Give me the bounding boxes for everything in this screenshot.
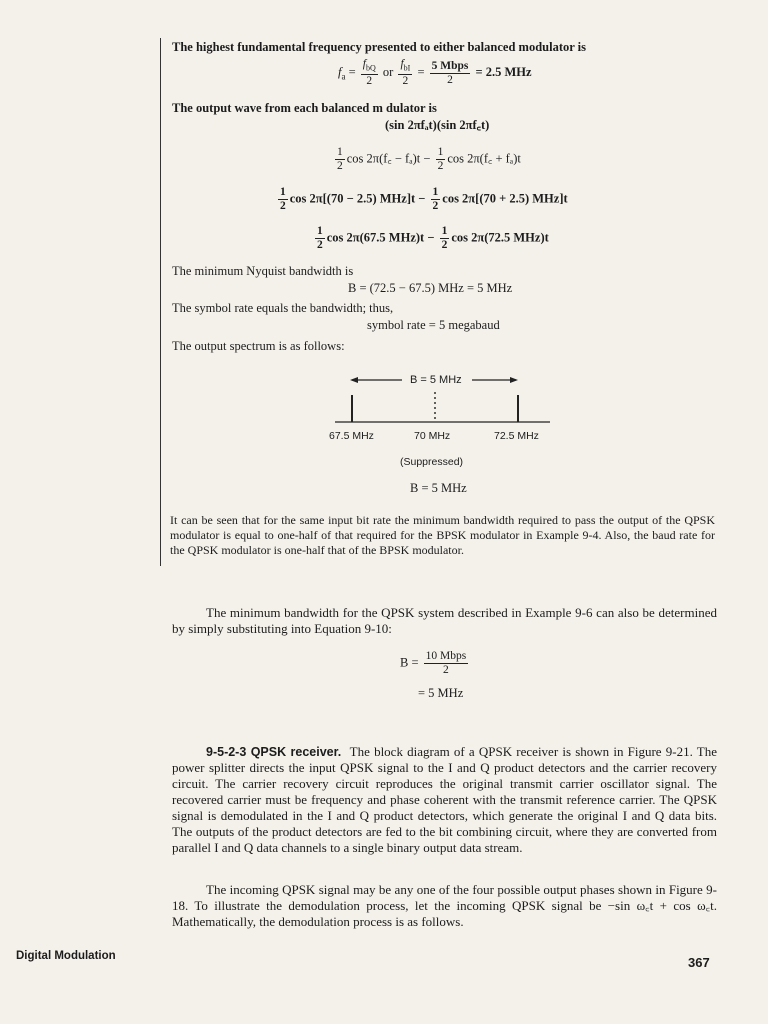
- arrowhead-left-icon: [350, 377, 358, 383]
- expansion-line-1: $\frac{1}{2}$ cos 2π(f꜀ − fₐ)t − $\frac{1}{2}$ cos 2π(f꜀ + fₐ)t: [337, 146, 521, 172]
- sin-product-expression: (sin 2πfₐt)(sin 2πf꜀t): [385, 118, 490, 132]
- min-bandwidth-equation: B = $\frac{\text{10 Mbps}}{2}$: [400, 650, 467, 676]
- qpsk-receiver-paragraph-2: The incoming QPSK signal may be any one of the four possible output phases shown in Figure 9-18. To illustrate the demodulation process, let the incoming QPSK signal be −sin ω꜀t + cos ω꜀t. Mathematically, the demodulation process is as follows.: [172, 882, 717, 929]
- spectrum-freq-left: 67.5 MHz: [329, 430, 374, 442]
- output-wave-text: The output wave from each balanced m dulator is: [172, 101, 437, 115]
- section-heading: 9-5-2-3 QPSK receiver.: [206, 745, 342, 759]
- spectrum-bandwidth-equation: B = 5 MHz: [410, 481, 467, 495]
- footer-section-title: Digital Modulation: [16, 950, 116, 962]
- nyquist-equation: B = (72.5 − 67.5) MHz = 5 MHz: [348, 281, 513, 295]
- page-number: 367: [688, 955, 710, 970]
- qpsk-receiver-paragraph-1: 9-5-2-3 QPSK receiver. The block diagram of a QPSK receiver is shown in Figure 9-21. The power splitter directs the input QPSK signal to the I and Q product detectors and the carrier recovery circuit. The carrier recovery circuit reproduces the original transmit carrier oscillator signal. The recovered carrier must be frequency and phase coherent with the transmit reference carrier. The QPSK signal is demodulated in the I and Q product detectors, which generate the original I and Q data bits. The outputs of the product detectors are fed to the bit combining circuit, where they are converted from parallel I and Q data channels to a single binary output data stream.: [172, 744, 717, 855]
- margin-rule: [160, 38, 161, 566]
- spectrum-freq-center: 70 MHz: [414, 430, 451, 442]
- symbol-rate-equation: symbol rate = 5 megabaud: [367, 318, 500, 332]
- intro-highest-frequency: The highest fundamental frequency presented to either balanced modulator is: [172, 40, 587, 54]
- arrowhead-right-icon: [510, 377, 518, 383]
- nyquist-text: The minimum Nyquist bandwidth is: [172, 264, 354, 278]
- spectrum-band-label: B = 5 MHz: [410, 374, 462, 386]
- spectrum-freq-right: 72.5 MHz: [494, 430, 539, 442]
- spectrum-suppressed-label: (Suppressed): [400, 456, 464, 468]
- expansion-line-2: $\frac{1}{2}$ cos 2π[(70 − 2.5) MHz]t − $\frac{1}{2}$ cos 2π[(70 + 2.5) MHz]t: [280, 186, 568, 212]
- expansion-line-3: $\frac{1}{2}$ cos 2π(67.5 MHz)t − $\frac{1}{2}$ cos 2π(72.5 MHz)t: [317, 225, 549, 251]
- conclusion-paragraph: It can be seen that for the same input bit rate the minimum bandwidth required to pass the output of the QPSK modulator is equal to one-half of that required for the BPSK modulator in Example 9-4. Also, the baud rate for the QPSK modulator is one-half that of the BPSK modulator.: [170, 513, 715, 557]
- min-bandwidth-paragraph: The minimum bandwidth for the QPSK system described in Example 9-6 can also be determined by simply substituting into Equation 9-10:: [172, 605, 717, 636]
- spectrum-intro-text: The output spectrum is as follows:: [172, 339, 345, 353]
- min-bandwidth-result: = 5 MHz: [418, 686, 464, 700]
- fa-equation: $f_a$ = $\frac{f_{bQ}}{2}$ or $\frac{f_{bI}}{2}$ = $\frac{\text{5 Mbps}}{2}$ = 2.5 MHz: [338, 58, 532, 88]
- symbol-rate-text: The symbol rate equals the bandwidth; thus,: [172, 301, 394, 315]
